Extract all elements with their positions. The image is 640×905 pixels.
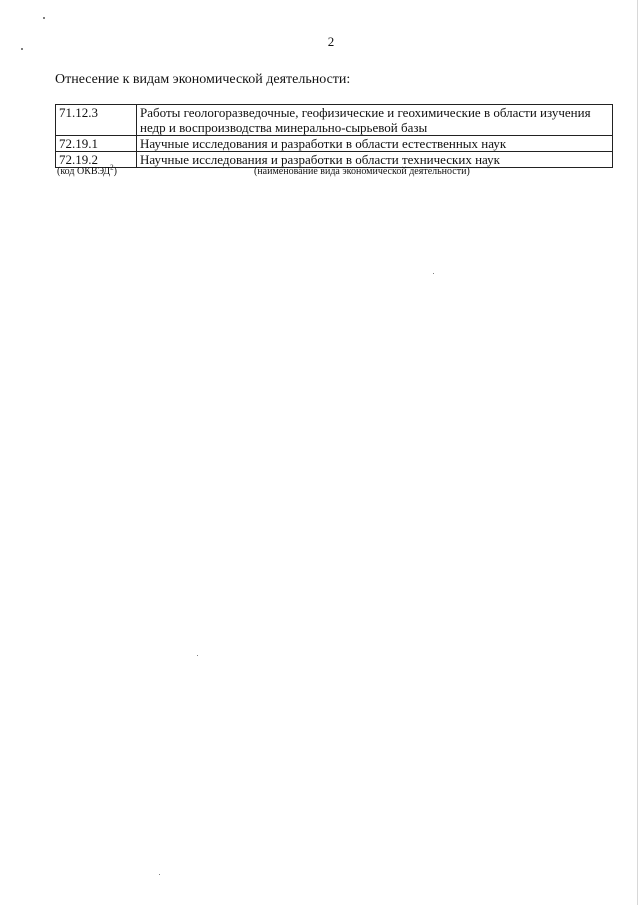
- code-column-caption: (код ОКВЭД$^2$): [57, 163, 117, 177]
- page-edge: [637, 0, 638, 905]
- scan-speck: [433, 273, 434, 274]
- okved-table: [55, 104, 613, 168]
- page-number: 2: [327, 34, 335, 49]
- table-row: [56, 136, 613, 152]
- scan-speck: [43, 17, 45, 19]
- scan-speck: [159, 874, 160, 875]
- scan-speck: [197, 655, 198, 656]
- activity-name: Работы геологоразведочные, геофизические и геохимические в области изучения недр и воспроизводства минерально-сырьевой базы: [137, 105, 613, 136]
- okved-code: 72.19.2: [56, 152, 137, 168]
- okved-code: 72.19.1: [56, 136, 137, 152]
- activity-name: Научные исследования и разработки в области технических наук: [137, 152, 613, 168]
- table-row: [56, 105, 613, 136]
- scan-speck: [21, 48, 23, 50]
- activity-name: Научные исследования и разработки в области естественных наук: [137, 136, 613, 152]
- okved-code: 71.12.3: [56, 105, 137, 136]
- section-intro: Отнесение к видам экономической деятельности:: [55, 72, 351, 87]
- footnote-marker: 2: [110, 163, 114, 172]
- name-column-caption: (наименование вида экономической деятельности): [254, 166, 470, 177]
